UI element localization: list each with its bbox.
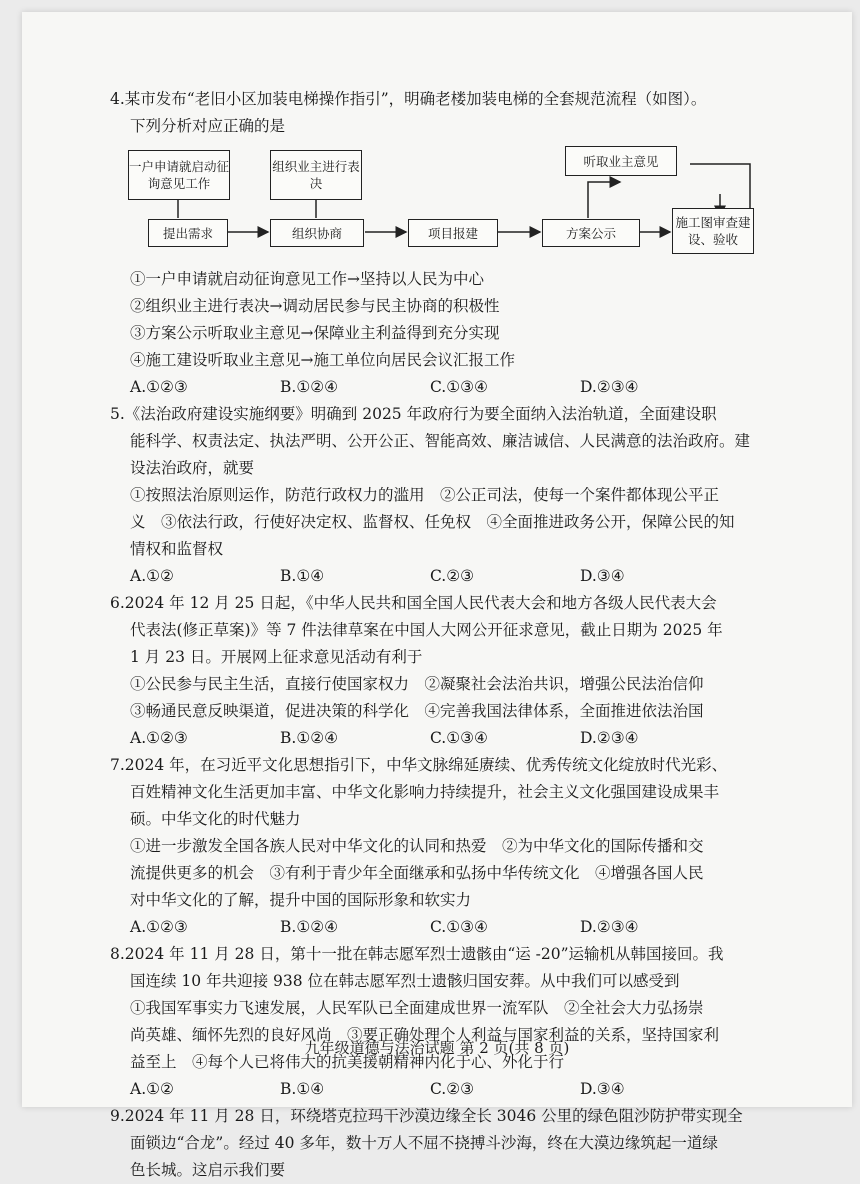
flow-step-filing: 项目报建 <box>408 219 498 247</box>
question-4 <box>110 86 770 401</box>
question-9-line-1: 9.2024 年 11 月 28 日，环绕塔克拉玛干沙漠边缘全长 3046 公里的绿色阻沙防护带实现全 <box>110 1107 743 1125</box>
option-a[interactable]: A.①②③ <box>130 378 188 396</box>
question-6 <box>110 590 770 752</box>
option-a[interactable]: A.①② <box>130 1080 174 1098</box>
flow-step-publicity: 方案公示 <box>542 219 640 247</box>
question-7-statement-3: 对中华文化的了解，提升中国的国际形象和软实力 <box>130 891 472 909</box>
option-d[interactable]: D.②③④ <box>580 918 639 936</box>
question-4-line-2: 下列分析对应正确的是 <box>130 117 286 135</box>
question-5-line-1: 5.《法治政府建设实施纲要》明确到 2025 年政府行为要全面纳入法治轨道，全面建设职 <box>110 405 717 423</box>
question-8-statement-2: 尚英雄、缅怀先烈的良好风尚 ③要正确处理个人利益与国家利益的关系，坚持国家利 <box>130 1026 720 1044</box>
question-8 <box>110 941 770 1103</box>
question-8-statement-3: 益至上 ④每个人已将伟大的抗美援朝精神内化于心、外化于行 <box>130 1053 565 1071</box>
option-c[interactable]: C.②③ <box>430 567 475 585</box>
question-7-options <box>110 914 770 941</box>
question-4-options <box>110 374 770 401</box>
question-6-options <box>110 725 770 752</box>
question-6-statement-2: ③畅通民意反映渠道，促进决策的科学化 ④完善我国法律体系，全面推进依法治国 <box>130 702 704 720</box>
question-4-statement-2: ②组织业主进行表决→调动居民参与民主协商的积极性 <box>130 297 500 315</box>
page-footer: 九年级道德与法治试题 第 2 页(共 8 页) <box>304 1039 570 1057</box>
option-b[interactable]: B.①④ <box>280 567 325 585</box>
flow-box-apply: 一户申请就启动征询意见工作 <box>128 150 230 200</box>
flow-box-vote: 组织业主进行表决 <box>270 150 362 200</box>
question-8-line-1: 8.2024 年 11 月 28 日，第十一批在韩志愿军烈士遗骸由“运 -20”运输机从韩国接回。我 <box>110 945 724 963</box>
option-a[interactable]: A.①②③ <box>130 729 188 747</box>
question-6-line-2: 代表法(修正草案)》等 7 件法律草案在中国人大网公开征求意见，截止日期为 2025 年 <box>130 621 723 639</box>
question-7-statement-1: ①进一步激发全国各族人民对中华文化的认同和热爱 ②为中华文化的国际传播和交 <box>130 837 704 855</box>
option-a[interactable]: A.①②③ <box>130 918 188 936</box>
question-6-statement-1: ①公民参与民主生活，直接行使国家权力 ②凝聚社会法治共识，增强公民法治信仰 <box>130 675 704 693</box>
question-8-line-2: 国连续 10 年共迎接 938 位在韩志愿军烈士遗骸归国安葬。从中我们可以感受到 <box>130 972 680 990</box>
option-a[interactable]: A.①② <box>130 567 174 585</box>
question-8-statement-1: ①我国军事实力飞速发展，人民军队已全面建成世界一流军队 ②全社会大力弘扬崇 <box>130 999 704 1017</box>
option-c[interactable]: C.①③④ <box>430 918 488 936</box>
question-4-statement-4: ④施工建设听取业主意见→施工单位向居民会议汇报工作 <box>130 351 515 369</box>
option-d[interactable]: D.②③④ <box>580 378 639 396</box>
question-5-options <box>110 563 770 590</box>
flow-step-demand: 提出需求 <box>148 219 228 247</box>
question-4-line-1: 4.某市发布“老旧小区加装电梯操作指引”，明确老楼加装电梯的全套规范流程（如图）。 <box>110 90 707 108</box>
option-c[interactable]: C.①③④ <box>430 729 488 747</box>
flow-step-consult: 组织协商 <box>270 219 364 247</box>
question-7-line-3: 硕。中华文化的时代魅力 <box>130 810 301 828</box>
flow-box-listen: 听取业主意见 <box>565 146 677 176</box>
exam-page <box>22 12 852 1179</box>
elevator-flowchart <box>120 146 760 262</box>
option-d[interactable]: D.③④ <box>580 1080 625 1098</box>
question-5-statement-3: 情权和监督权 <box>130 540 224 558</box>
question-5-line-3: 设法治政府，就要 <box>130 459 255 477</box>
option-c[interactable]: C.②③ <box>430 1080 475 1098</box>
option-d[interactable]: D.②③④ <box>580 729 639 747</box>
question-4-statement-3: ③方案公示听取业主意见→保障业主利益得到充分实现 <box>130 324 500 342</box>
option-b[interactable]: B.①②④ <box>280 918 339 936</box>
question-6-line-1: 6.2024 年 12 月 25 日起，《中华人民共和国全国人民代表大会和地方各级人民代表大会 <box>110 594 717 612</box>
question-5-statement-1: ①按照法治原则运作，防范行政权力的滥用 ②公正司法，使每一个案件都体现公平正 <box>130 486 720 504</box>
question-7-statement-2: 流提供更多的机会 ③有利于青少年全面继承和弘扬中华传统文化 ④增强各国人民 <box>130 864 704 882</box>
question-7-line-1: 7.2024 年，在习近平文化思想指引下，中华文脉绵延赓续、优秀传统文化绽放时代光彩、 <box>110 756 728 774</box>
question-6-line-3: 1 月 23 日。开展网上征求意见活动有利于 <box>130 648 423 666</box>
question-7-line-2: 百姓精神文化生活更加丰富、中华文化影响力持续提升，社会主义文化强国建设成果丰 <box>130 783 720 801</box>
question-5-line-2: 能科学、权责法定、执法严明、公开公正、智能高效、廉洁诚信、人民满意的法治政府。建 <box>130 432 751 450</box>
question-9-line-2: 面锁边“合龙”。经过 40 多年，数十万人不屈不挠搏斗沙海，终在大漠边缘筑起一道绿 <box>130 1134 718 1152</box>
question-4-statement-1: ①一户申请就启动征询意见工作→坚持以人民为中心 <box>130 270 484 288</box>
question-8-options <box>110 1076 770 1103</box>
option-d[interactable]: D.③④ <box>580 567 625 585</box>
question-9 <box>110 1103 770 1184</box>
option-c[interactable]: C.①③④ <box>430 378 488 396</box>
flow-step-construction: 施工图审查建设、验收 <box>672 208 754 254</box>
question-5 <box>110 401 770 590</box>
question-9-line-3: 色长城。这启示我们要 <box>130 1161 286 1179</box>
page-content <box>110 86 770 1184</box>
option-b[interactable]: B.①②④ <box>280 378 339 396</box>
option-b[interactable]: B.①④ <box>280 1080 325 1098</box>
question-5-statement-2: 义 ③依法行政，行使好决定权、监督权、任免权 ④全面推进政务公开，保障公民的知 <box>130 513 735 531</box>
question-7 <box>110 752 770 941</box>
option-b[interactable]: B.①②④ <box>280 729 339 747</box>
